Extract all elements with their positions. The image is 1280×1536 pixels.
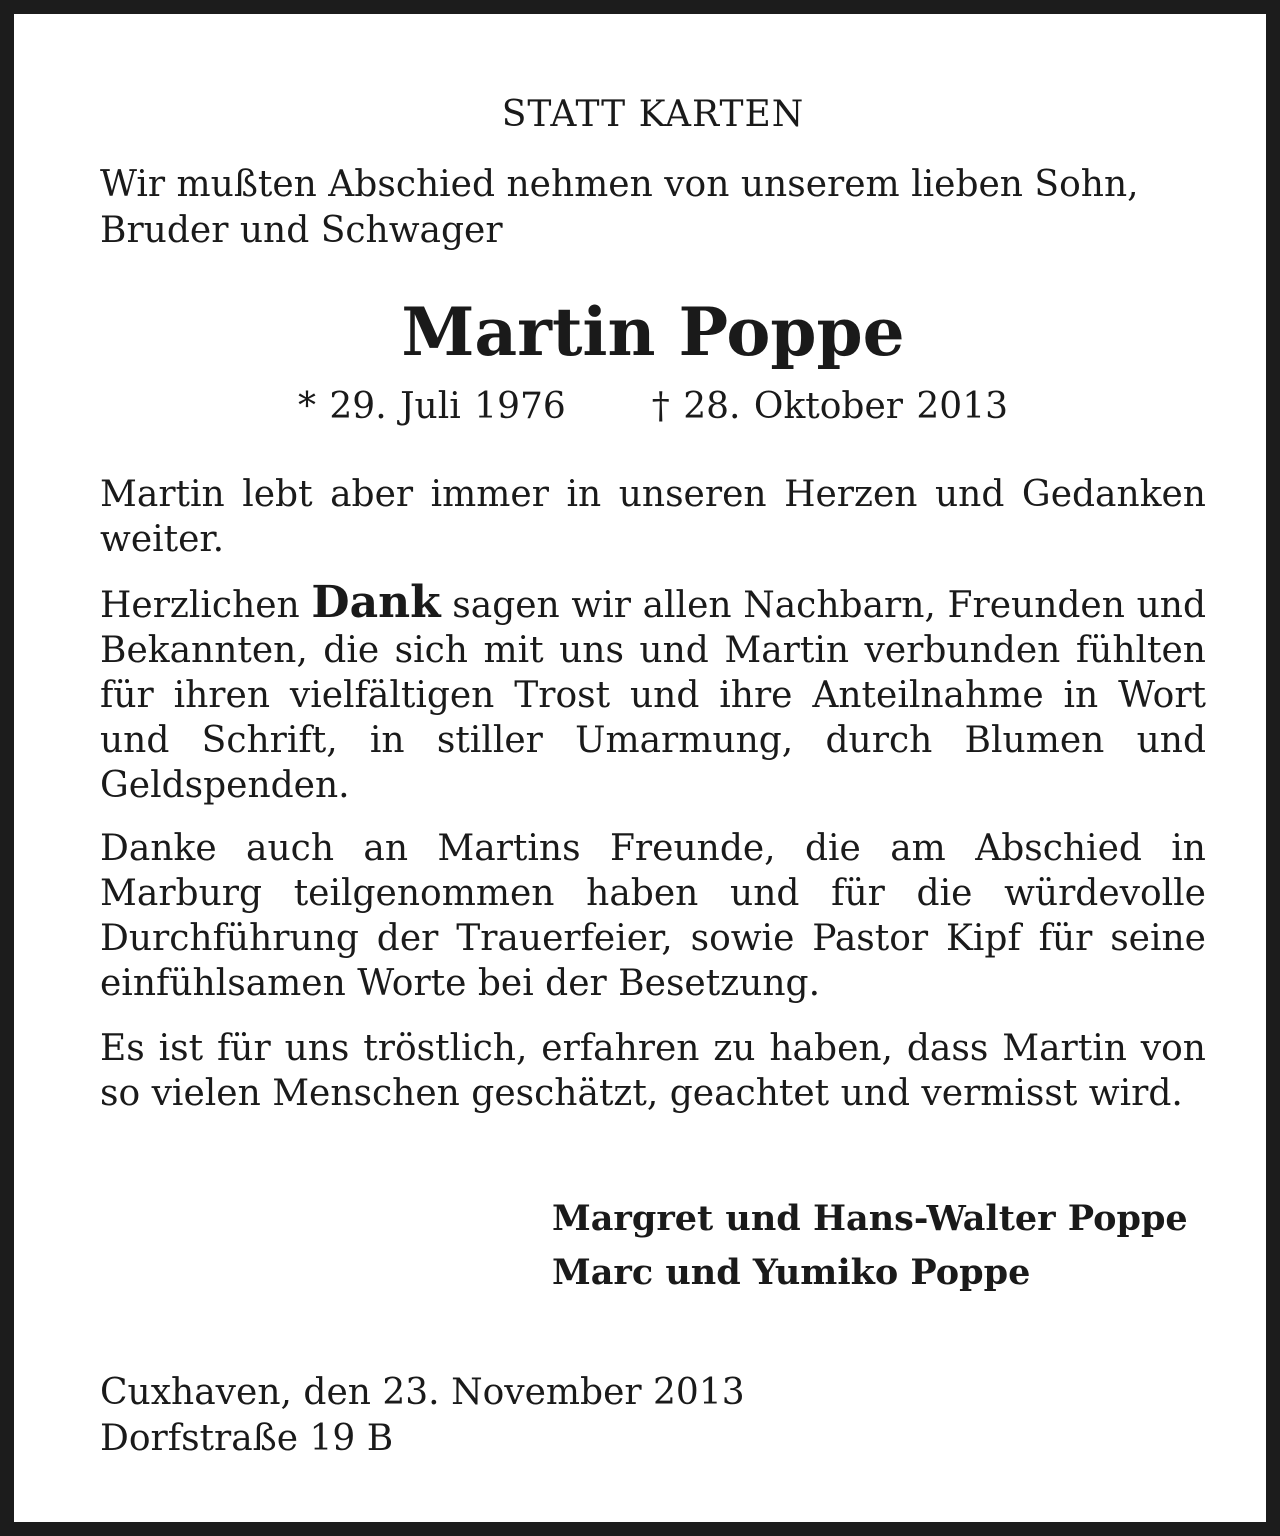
thanks-emphasis: Dank — [311, 577, 441, 628]
intro-line-1: Wir mußten Abschied nehmen von unserem lieben Sohn, — [100, 164, 1139, 205]
thanks-lead: Herzlichen — [100, 585, 300, 626]
paragraph-memory: Martin lebt aber immer in unseren Herzen und Gedanken weiter. — [100, 474, 1206, 560]
birth-date: * 29. Juli 1976 — [297, 386, 566, 427]
signature-line-2: Marc und Yumiko Poppe — [552, 1252, 1031, 1293]
paragraph-thanks — [100, 577, 1206, 808]
paragraph-friends: Danke auch an Martins Freunde, die am Abschied in Marburg teilgenommen haben und für die würdevolle Durchführung der Trauerfeier, sowie Pastor Kipf für seine einfühlsamen Worte bei der Besetzung. — [100, 828, 1206, 1004]
signatures — [552, 1192, 1206, 1300]
place-date-line: Cuxhaven, den 23. November 2013 — [100, 1372, 745, 1413]
address-line: Dorfstraße 19 B — [100, 1418, 394, 1459]
place-and-date — [100, 1370, 1206, 1462]
notice-header: STATT KARTEN — [501, 94, 805, 135]
intro-line-2: Bruder und Schwager — [100, 210, 503, 251]
life-dates — [100, 384, 1206, 430]
intro-text — [100, 162, 1206, 254]
death-date: † 28. Oktober 2013 — [651, 386, 1009, 427]
paragraph-comfort: Es ist für uns tröstlich, erfahren zu haben, dass Martin von so vielen Menschen geschätzt, geachtet und vermisst wird. — [100, 1028, 1206, 1114]
thanks-body: sagen wir allen Nachbarn, Freunden und Bekannten, die sich mit uns und Martin verbunden fühlten für ihren vielfältigen Trost und ihre Anteilnahme in Wort und Schrift, in stiller Umarmung, durch Blumen und Geldspenden. — [100, 585, 1206, 806]
deceased-name: Martin Poppe — [401, 293, 905, 371]
signature-line-1: Margret und Hans-Walter Poppe — [552, 1198, 1188, 1239]
